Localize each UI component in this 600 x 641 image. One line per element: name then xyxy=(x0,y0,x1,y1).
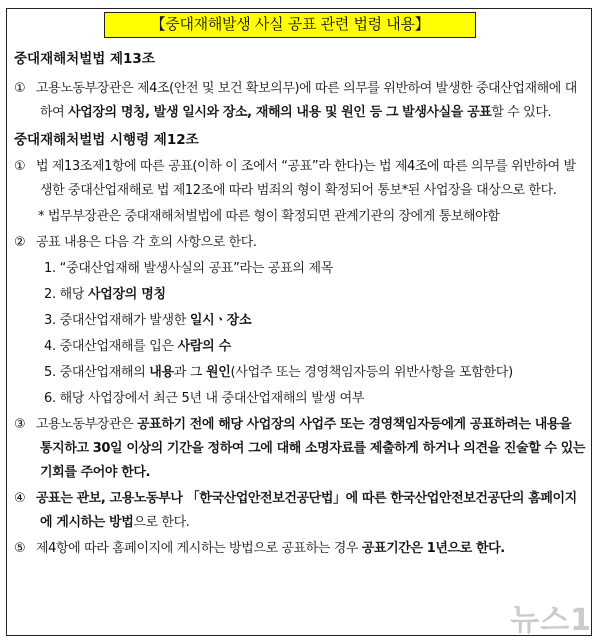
paragraph-number: ④ xyxy=(14,491,26,506)
paragraph-text: 할 수 있다. xyxy=(491,105,552,120)
decree-12-paragraph-3 xyxy=(14,413,586,485)
paragraph-text: 공표 내용은 다음 각 호의 사항으로 한다. xyxy=(36,235,257,250)
paragraph-bold-text: 공표하기 전에 해당 사업장의 사업주 또는 경영책임자등에게 공표하려는 내용을 통지하고 30일 이상의 기간을 정하여 그에 대해 소명자료를 제출하게 하거나 의견을 진술할 수 있는 기회를 주어야 한다. xyxy=(40,417,586,480)
paragraph-number: ⑤ xyxy=(14,541,26,556)
list-item: 5. 중대산업재해의 내용과 그 원인(사업주 또는 경영책임자등의 위반사항을 포함한다) xyxy=(44,365,513,380)
paragraph-text: 고용노동부장관은 제4조(안전 및 보건 확보의무)에 따른 의무를 위반하여 발생한 중대산업재해에 대하여 xyxy=(36,81,577,120)
footnote: * 법무부장관은 중대재해처벌법에 따른 형이 확정되면 관계기관의 장에게 통보해야함 xyxy=(38,209,500,224)
list-item: 6. 해당 사업장에서 최근 5년 내 중대산업재해의 발생 여부 xyxy=(44,391,365,406)
paragraph-text: 으로 한다. xyxy=(133,515,190,530)
paragraph-bold-text: 사업장의 명칭, 발생 일시와 장소, 재해의 내용 및 원인 등 그 발생사실을 공표 xyxy=(68,105,492,120)
decree-12-paragraph-5 xyxy=(14,537,586,561)
section-heading-decree-12: 중대재해처벌법 시행령 제12조 xyxy=(14,132,199,148)
decree-12-paragraph-2 xyxy=(14,231,586,255)
paragraph-number: ① xyxy=(14,159,26,174)
list-item: 2. 해당 사업장의 명칭 xyxy=(44,287,166,302)
paragraph-number: ② xyxy=(14,235,26,250)
document-body xyxy=(14,50,586,561)
paragraph-number: ① xyxy=(14,81,26,96)
paragraph-bold-text: 공표기간은 1년으로 한다. xyxy=(361,541,505,556)
document-title: 【중대재해발생 사실 공표 관련 법령 내용】 xyxy=(104,12,476,38)
section-heading-article-13: 중대재해처벌법 제13조 xyxy=(14,51,155,67)
paragraph-bold-text: 공표는 관보, 고용노동부나 「한국산업안전보건공단법」에 따른 한국산업안전보건공단의 홈페이지에 게시하는 방법 xyxy=(36,491,577,530)
paragraph-text: 고용노동부장관은 xyxy=(36,417,137,432)
paragraph-number: ③ xyxy=(14,417,26,432)
list-item: 3. 중대산업재해가 발생한 일시ㆍ장소 xyxy=(44,313,252,328)
paragraph-text: 제4항에 따라 홈페이지에 게시하는 방법으로 공표하는 경우 xyxy=(36,541,362,556)
decree-12-paragraph-4 xyxy=(14,487,586,535)
news1-watermark-logo: 뉴스1 xyxy=(510,603,592,638)
list-item: 1. “중대산업재해 발생사실의 공표”라는 공표의 제목 xyxy=(44,261,334,276)
paragraph-text: 법 제13조제1항에 따른 공표(이하 이 조에서 “공표”라 한다)는 법 제4조에 따른 의무를 위반하여 발생한 중대산업재해로 법 제12조에 따라 범죄의 형이 확정되어 통보*된 사업장을 대상으로 한다. xyxy=(36,159,576,198)
article-13-paragraph-1 xyxy=(14,77,586,125)
decree-12-paragraph-1 xyxy=(14,155,586,203)
list-item: 4. 중대산업재해를 입은 사람의 수 xyxy=(44,339,231,354)
